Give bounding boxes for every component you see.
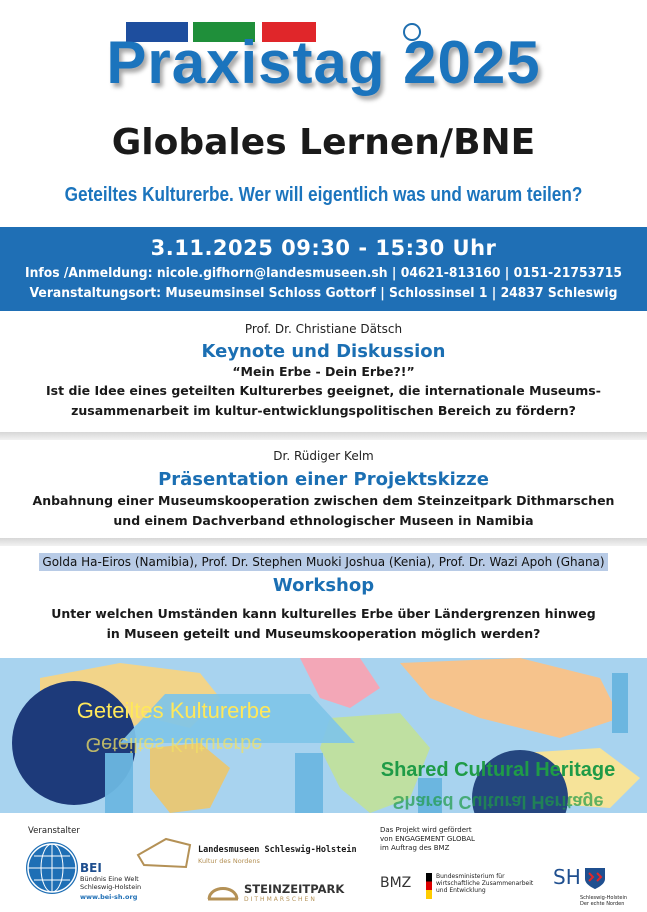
steinzeitpark-logo-icon [206,879,240,903]
landesmuseen-sub: Kultur des Nordens [198,857,260,865]
registration-info: Infos /Anmeldung: nicole.gifhorn@landesmuseen.sh | 04621-813160 | 0151-21753715 [24,266,623,281]
section-text-line: zusammenarbeit im kultur-entwicklungspolitischen Bereich zu fördern? [71,403,576,418]
funding-line1: Das Projekt wird gefördert [380,826,472,834]
speaker: Golda Ha-Eiros (Namibia), Prof. Dr. Stephen Muoki Joshua (Kenia), Prof. Dr. Wazi Apoh (Ghana) [39,553,607,571]
section-heading: Präsentation einer Projektskizze [158,469,489,490]
bei-globe-icon [26,842,78,894]
speaker: Dr. Rüdiger Kelm [273,449,374,463]
sh-line2: Der echte Norden [580,901,625,907]
landesmuseen-name: Landesmuseen Schleswig-Holstein [198,845,357,855]
divider [0,538,647,546]
bmz-logo: BMZ [380,875,412,891]
german-flag-icon [426,873,432,899]
world-map-graphic [0,658,647,813]
sh-logo: SH [553,865,581,889]
program-section-workshop [0,551,647,644]
bmz-line3: und Entwicklung [436,887,486,894]
funding-line3: im Auftrag des BMZ [380,844,450,852]
landesmuseen-logo-icon [136,837,192,869]
steinzeitpark-name: STEINZEITPARK [244,882,345,896]
page-title: Praxistag 2025 [106,29,541,96]
graphic-text-de-reflection: Geteiltes Kulturerbe [85,733,263,755]
page-subtitle: Globales Lernen/BNE [111,122,536,163]
section-text-line: Ist die Idee eines geteilten Kulturerbes geeignet, die internationale Museums- [46,383,601,398]
graphic-text-en: Shared Cultural Heritage [380,759,616,781]
graphic-text-en-reflection: Shared Cultural Heritage [392,792,604,812]
bei-line1: Bündnis Eine Welt [80,875,139,883]
section-text-line: Unter welchen Umständen kann kulturelles Erbe über Ländergrenzen hinweg [51,606,596,621]
section-text-line: und einem Dachverband ethnologischer Museen in Namibia [113,513,534,528]
speaker: Prof. Dr. Christiane Dätsch [244,322,403,336]
map-illustration [0,658,647,813]
steinzeitpark-sub: DITHMARSCHEN [244,896,317,903]
program-section-keynote [0,322,647,421]
sh-crest-icon [582,865,608,891]
section-heading: Keynote und Diskussion [201,341,446,362]
sponsor-footer [0,813,647,912]
funding-line2: von ENGAGEMENT GLOBAL [380,835,475,843]
graphic-text-de: Geteiltes Kulturerbe [76,698,272,723]
program-section-project [0,449,647,531]
event-info-band [0,227,647,311]
section-text-line: in Museen geteilt und Museumskooperation möglich werden? [106,626,541,641]
venue-info: Veranstaltungsort: Museumsinsel Schloss Gottorf | Schlossinsel 1 | 24837 Schleswig [29,286,618,301]
bei-abbr: BEI [80,861,102,875]
event-datetime: 3.11.2025 09:30 - 15:30 Uhr [150,236,497,260]
bmz-line2: wirtschaftliche Zusammenarbeit [436,880,534,887]
section-heading: Workshop [272,575,375,596]
sh-line1: Schleswig-Holstein [580,895,628,901]
tagline: Geteiltes Kulturerbe. Wer will eigentlich was und warum teilen? [64,184,583,206]
bei-url[interactable]: www.bei-sh.org [80,893,138,901]
section-quote: “Mein Erbe - Dein Erbe?!” [232,364,415,379]
bmz-line1: Bundesministerium für [436,873,505,880]
organizer-label: Veranstalter [28,826,80,836]
divider [0,432,647,440]
section-text-line: Anbahnung einer Museumskooperation zwischen dem Steinzeitpark Dithmarschen [32,493,615,508]
bei-line2: Schleswig-Holstein [80,883,142,891]
